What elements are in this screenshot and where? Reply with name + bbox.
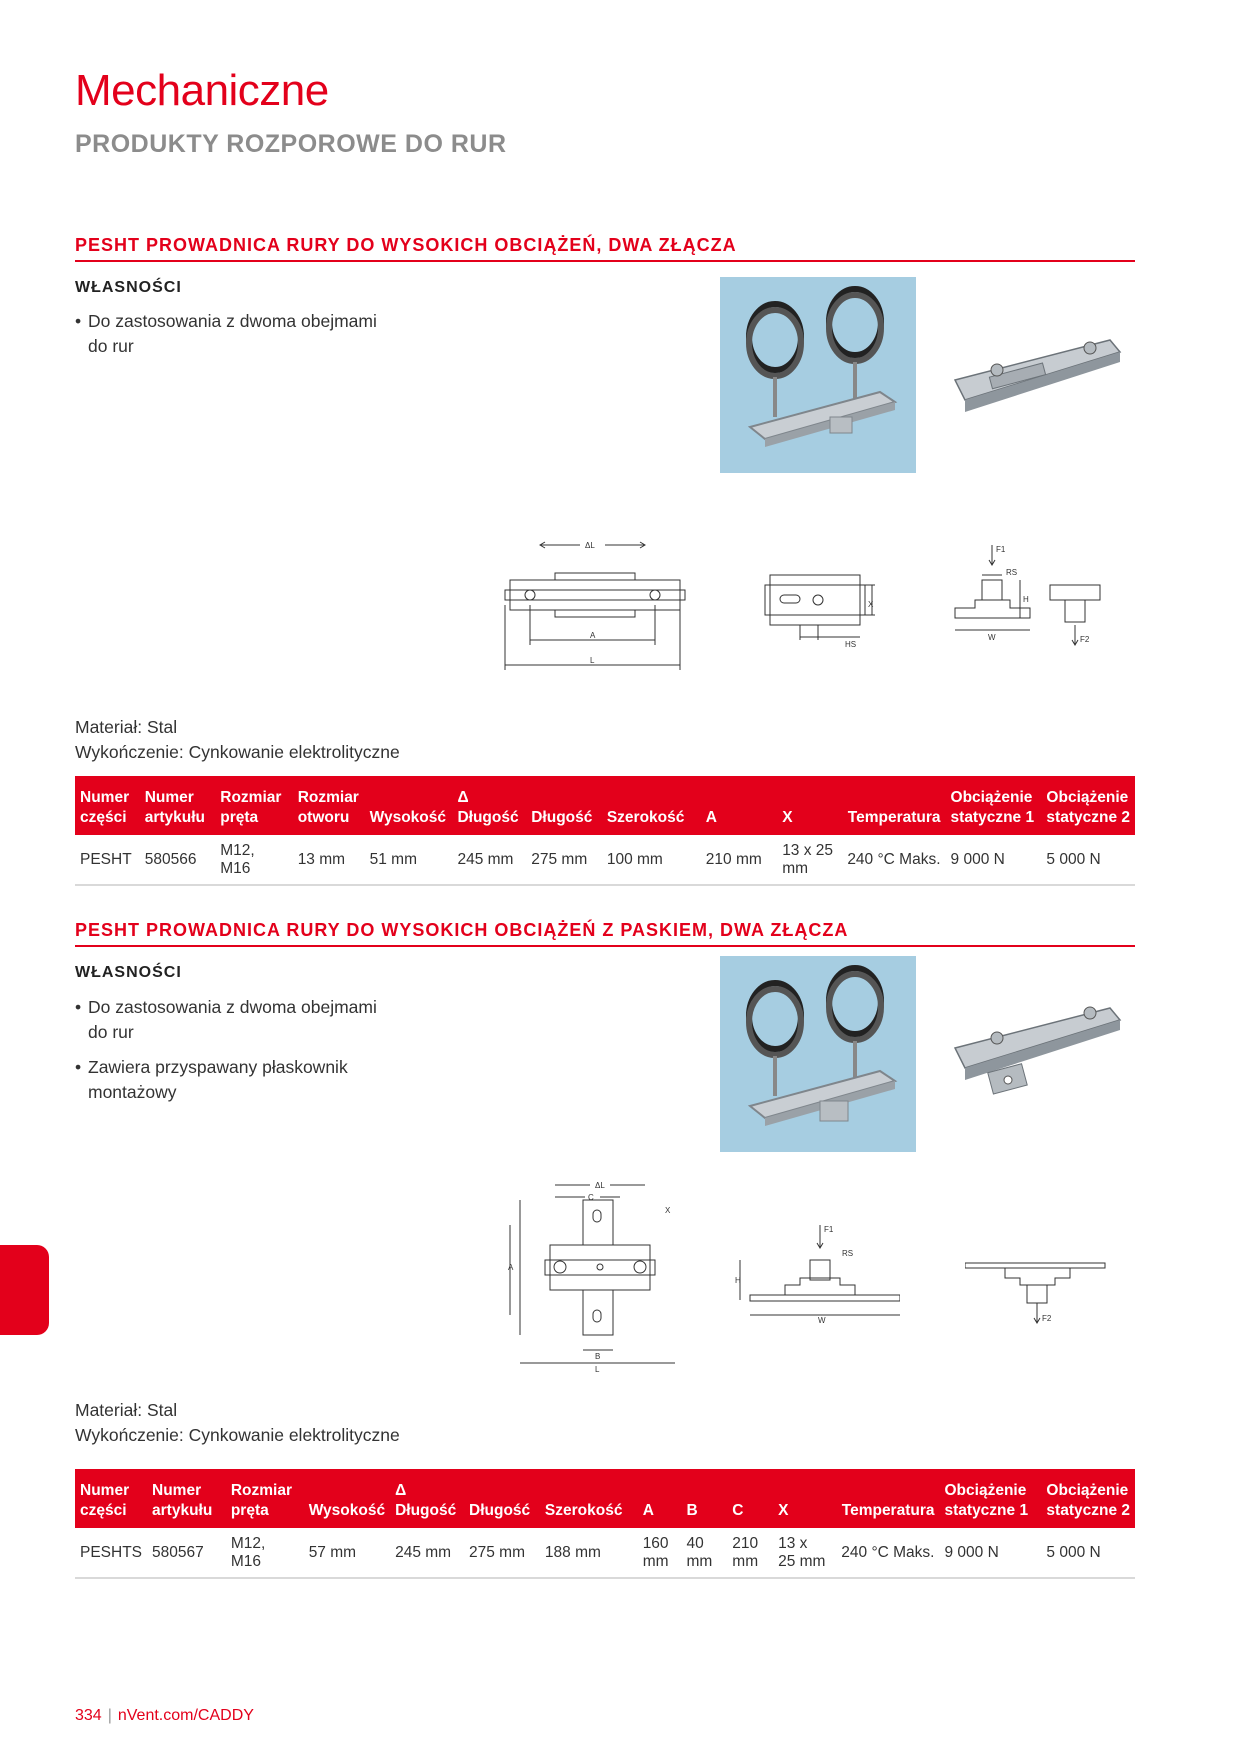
col-header: Szerokość	[602, 776, 701, 835]
dim-label-f2: F2	[1042, 1314, 1052, 1323]
col-header: A	[701, 776, 777, 835]
table-cell: 57 mm	[304, 1528, 390, 1578]
footer-separator: |	[107, 1707, 112, 1724]
col-header: Rozmiar pręta	[226, 1469, 304, 1528]
col-header: Numer części	[75, 776, 140, 835]
col-header: Długość	[464, 1469, 540, 1528]
technical-drawing-top-svg	[500, 1175, 690, 1375]
table-cell: 240 °C Maks.	[833, 1528, 940, 1578]
technical-drawing-profile-svg	[730, 1220, 900, 1330]
table-cell: 580566	[140, 835, 216, 885]
technical-drawing-inverted	[965, 1258, 1115, 1338]
col-header: Δ Długość	[452, 776, 526, 835]
technical-drawing-side	[760, 565, 880, 655]
dim-label-x: X	[665, 1206, 671, 1215]
table-cell: 580567	[147, 1528, 226, 1578]
table-cell: 240 °C Maks.	[841, 835, 946, 885]
table-row	[75, 835, 1135, 885]
product-photo-illustration	[720, 956, 916, 1152]
technical-drawing-inverted-svg	[965, 1258, 1115, 1338]
material-text: Materiał: Stal	[75, 1400, 178, 1420]
finish-text: Wykończenie: Cynkowanie elektrolityczne	[75, 1425, 400, 1445]
page-number: 334	[75, 1707, 102, 1724]
footer-link[interactable]: nVent.com/CADDY	[117, 1707, 254, 1724]
table-cell: 275 mm	[464, 1528, 540, 1578]
table-header-row	[75, 1469, 1135, 1528]
table-cell: 5 000 N	[1041, 835, 1135, 885]
table-cell: 275 mm	[526, 835, 602, 885]
table-header-row	[75, 776, 1135, 835]
col-header: X	[777, 776, 841, 835]
footer	[75, 1707, 254, 1725]
col-header: Wysokość	[365, 776, 453, 835]
feature-item: • Zawiera przyspawany płaskownik montażowy	[75, 1055, 388, 1105]
technical-drawing-top	[500, 535, 690, 675]
col-header: Rozmiar pręta	[215, 776, 292, 835]
dim-label-a: A	[508, 1263, 514, 1272]
col-header: Długość	[526, 776, 602, 835]
col-header: Numer części	[75, 1469, 147, 1528]
table-cell: 160 mm	[638, 1528, 682, 1578]
dim-label-h: H	[735, 1276, 741, 1285]
product-photo-illustration	[720, 277, 916, 473]
dim-label-c: C	[588, 1193, 594, 1202]
finish-text: Wykończenie: Cynkowanie elektrolityczne	[75, 742, 400, 762]
product-photo	[720, 277, 916, 473]
dim-label-l: L	[590, 656, 595, 665]
table-cell: 51 mm	[365, 835, 453, 885]
col-header: A	[638, 1469, 682, 1528]
dim-label-h: H	[1023, 595, 1029, 604]
col-header: Temperatura	[833, 1469, 940, 1528]
dim-label-x: X	[868, 600, 874, 609]
col-header: Obciążenie statyczne 1	[940, 1469, 1042, 1528]
feature-item: • Do zastosowania z dwoma obejmami do rur	[75, 995, 388, 1045]
table-cell: 40 mm	[682, 1528, 728, 1578]
page-subtitle: PRODUKTY ROZPOROWE DO RUR	[75, 130, 507, 158]
section-divider	[75, 260, 1135, 262]
table-cell: 245 mm	[452, 835, 526, 885]
col-header: B	[682, 1469, 728, 1528]
features-heading: WŁASNOŚCI	[75, 964, 182, 981]
table-cell: M12, M16	[215, 835, 292, 885]
page-title: Mechaniczne	[75, 66, 329, 115]
dim-label-f1: F1	[824, 1225, 834, 1234]
product-render-illustration	[950, 330, 1125, 420]
product-render-illustration	[950, 998, 1125, 1098]
col-header: Szerokość	[540, 1469, 638, 1528]
table-row	[75, 1528, 1135, 1578]
table-cell: 9 000 N	[946, 835, 1042, 885]
dim-label-l: L	[595, 1365, 600, 1374]
table-cell: 13 x 25 mm	[773, 1528, 833, 1578]
col-header: Wysokość	[304, 1469, 390, 1528]
col-header: Obciążenie statyczne 1	[946, 776, 1042, 835]
dim-label-rs: RS	[842, 1249, 854, 1258]
dim-label-dl: ΔL	[595, 1181, 605, 1190]
col-header: X	[773, 1469, 833, 1528]
dim-label-a: A	[590, 631, 596, 640]
table-cell: M12, M16	[226, 1528, 304, 1578]
dim-label-dl: ΔL	[585, 541, 595, 550]
material-text: Materiał: Stal	[75, 717, 178, 737]
dim-label-w: W	[988, 633, 996, 642]
table-cell: PESHT	[75, 835, 140, 885]
col-header: C	[727, 1469, 773, 1528]
table-cell: 13 x 25 mm	[777, 835, 841, 885]
col-header: Temperatura	[841, 776, 946, 835]
features-heading: WŁASNOŚCI	[75, 279, 182, 296]
technical-drawing-top-svg	[500, 535, 690, 675]
col-header: Numer artykułu	[147, 1469, 226, 1528]
dim-label-b: B	[595, 1352, 601, 1361]
technical-drawing-profile	[730, 1220, 900, 1330]
dim-label-f1: F1	[996, 545, 1006, 554]
spec-table	[75, 776, 1135, 886]
dim-label-rs: RS	[1006, 568, 1018, 577]
table-cell: 210 mm	[727, 1528, 773, 1578]
technical-drawing-profile-svg	[950, 540, 1110, 660]
chapter-tab	[0, 1245, 49, 1335]
col-header: Numer artykułu	[140, 776, 216, 835]
col-header: Rozmiar otworu	[293, 776, 365, 835]
technical-drawing-side-svg	[760, 565, 880, 655]
product-photo	[720, 956, 916, 1152]
section-title: PESHT PROWADNICA RURY DO WYSOKICH OBCIĄŻEŃ, DWA ZŁĄCZA	[75, 235, 737, 255]
product-render	[950, 998, 1125, 1098]
table-cell: 100 mm	[602, 835, 701, 885]
col-header: Δ Długość	[390, 1469, 464, 1528]
table-cell: 188 mm	[540, 1528, 638, 1578]
col-header: Obciążenie statyczne 2	[1041, 1469, 1135, 1528]
section-title: PESHT PROWADNICA RURY DO WYSOKICH OBCIĄŻEŃ Z PASKIEM, DWA ZŁĄCZA	[75, 920, 849, 940]
dim-label-w: W	[818, 1316, 826, 1325]
table-cell: 13 mm	[293, 835, 365, 885]
technical-drawing-top	[500, 1175, 690, 1375]
section-divider	[75, 945, 1135, 947]
table-cell: 210 mm	[701, 835, 777, 885]
technical-drawing-profile	[950, 540, 1110, 660]
table-cell: 5 000 N	[1041, 1528, 1135, 1578]
table-cell: PESHTS	[75, 1528, 147, 1578]
spec-table	[75, 1469, 1135, 1579]
dim-label-f2: F2	[1080, 635, 1090, 644]
table-cell: 9 000 N	[940, 1528, 1042, 1578]
table-cell: 245 mm	[390, 1528, 464, 1578]
dim-label-hs: HS	[845, 640, 857, 649]
feature-item: • Do zastosowania z dwoma obejmami do rur	[75, 309, 388, 359]
col-header: Obciążenie statyczne 2	[1041, 776, 1135, 835]
product-render	[950, 330, 1125, 420]
